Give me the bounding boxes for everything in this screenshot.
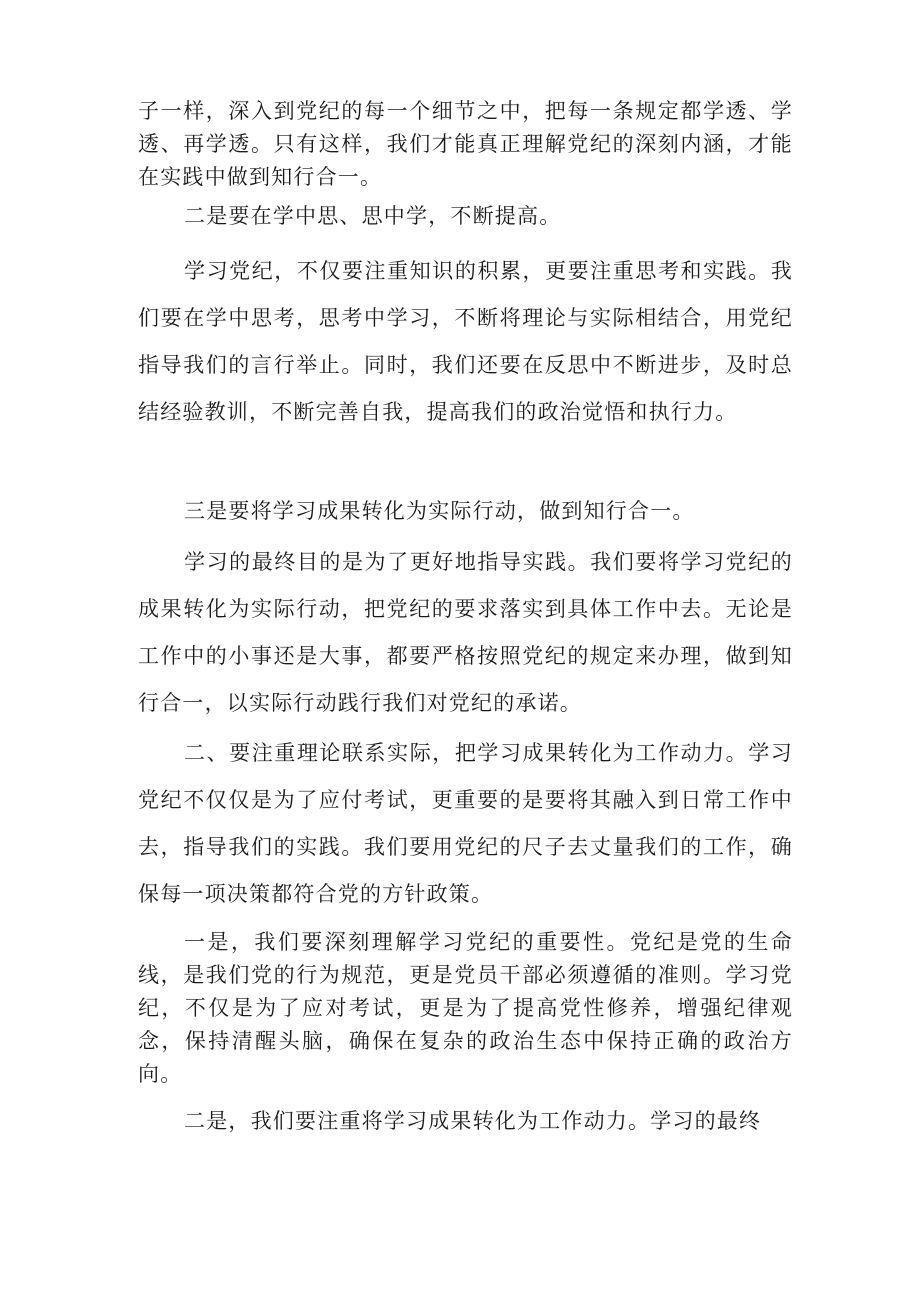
- paragraph-heading-three: 三是要将学习成果转化为实际行动，做到知行合一。: [184, 499, 695, 523]
- paragraph-point-one: 一是，我们要深刻理解学习党纪的重要性。党纪是党的生命线，是我们党的行为规范，更是党员干部必须遵循的准则。学习党纪，不仅是为了应对考试，更是为了提高党性修养，增强纪律观念，保持清醒头脑，确保在复杂的政治生态中保持正确的政治方向。: [138, 930, 793, 1086]
- paragraph-continuation: 子一样，深入到党纪的每一个细节之中，把每一条规定都学透、学透、再学透。只有这样，我们才能真正理解党纪的深刻内涵，才能在实践中做到知行合一。: [138, 99, 793, 189]
- paragraph-body: 学习的最终目的是为了更好地指导实践。我们要将学习党纪的成果转化为实际行动，把党纪的要求落实到具体工作中去。无论是工作中的小事还是大事，都要严格按照党纪的规定来办理，做到知行合一，以实际行动践行我们对党纪的承诺。: [138, 550, 793, 715]
- paragraph-body: 学习党纪，不仅要注重知识的积累，更要注重思考和实践。我们要在学中思考，思考中学习，不断将理论与实际相结合，用党纪指导我们的言行举止。同时，我们还要在反思中不断进步，及时总结经验教训，不断完善自我，提高我们的政治觉悟和执行力。: [138, 259, 793, 424]
- paragraph-section-two: 二、要注重理论联系实际，把学习成果转化为工作动力。学习党纪不仅仅是为了应付考试，更重要的是要将其融入到日常工作中去，指导我们的实践。我们要用党纪的尺子去丈量我们的工作，确保每一项决策都符合党的方针政策。: [138, 741, 793, 906]
- paragraph-point-two: 二是，我们要注重将学习成果转化为工作动力。学习的最终: [184, 1109, 762, 1133]
- paragraph-heading-two: 二是要在学中思、思中学，不断提高。: [184, 204, 562, 228]
